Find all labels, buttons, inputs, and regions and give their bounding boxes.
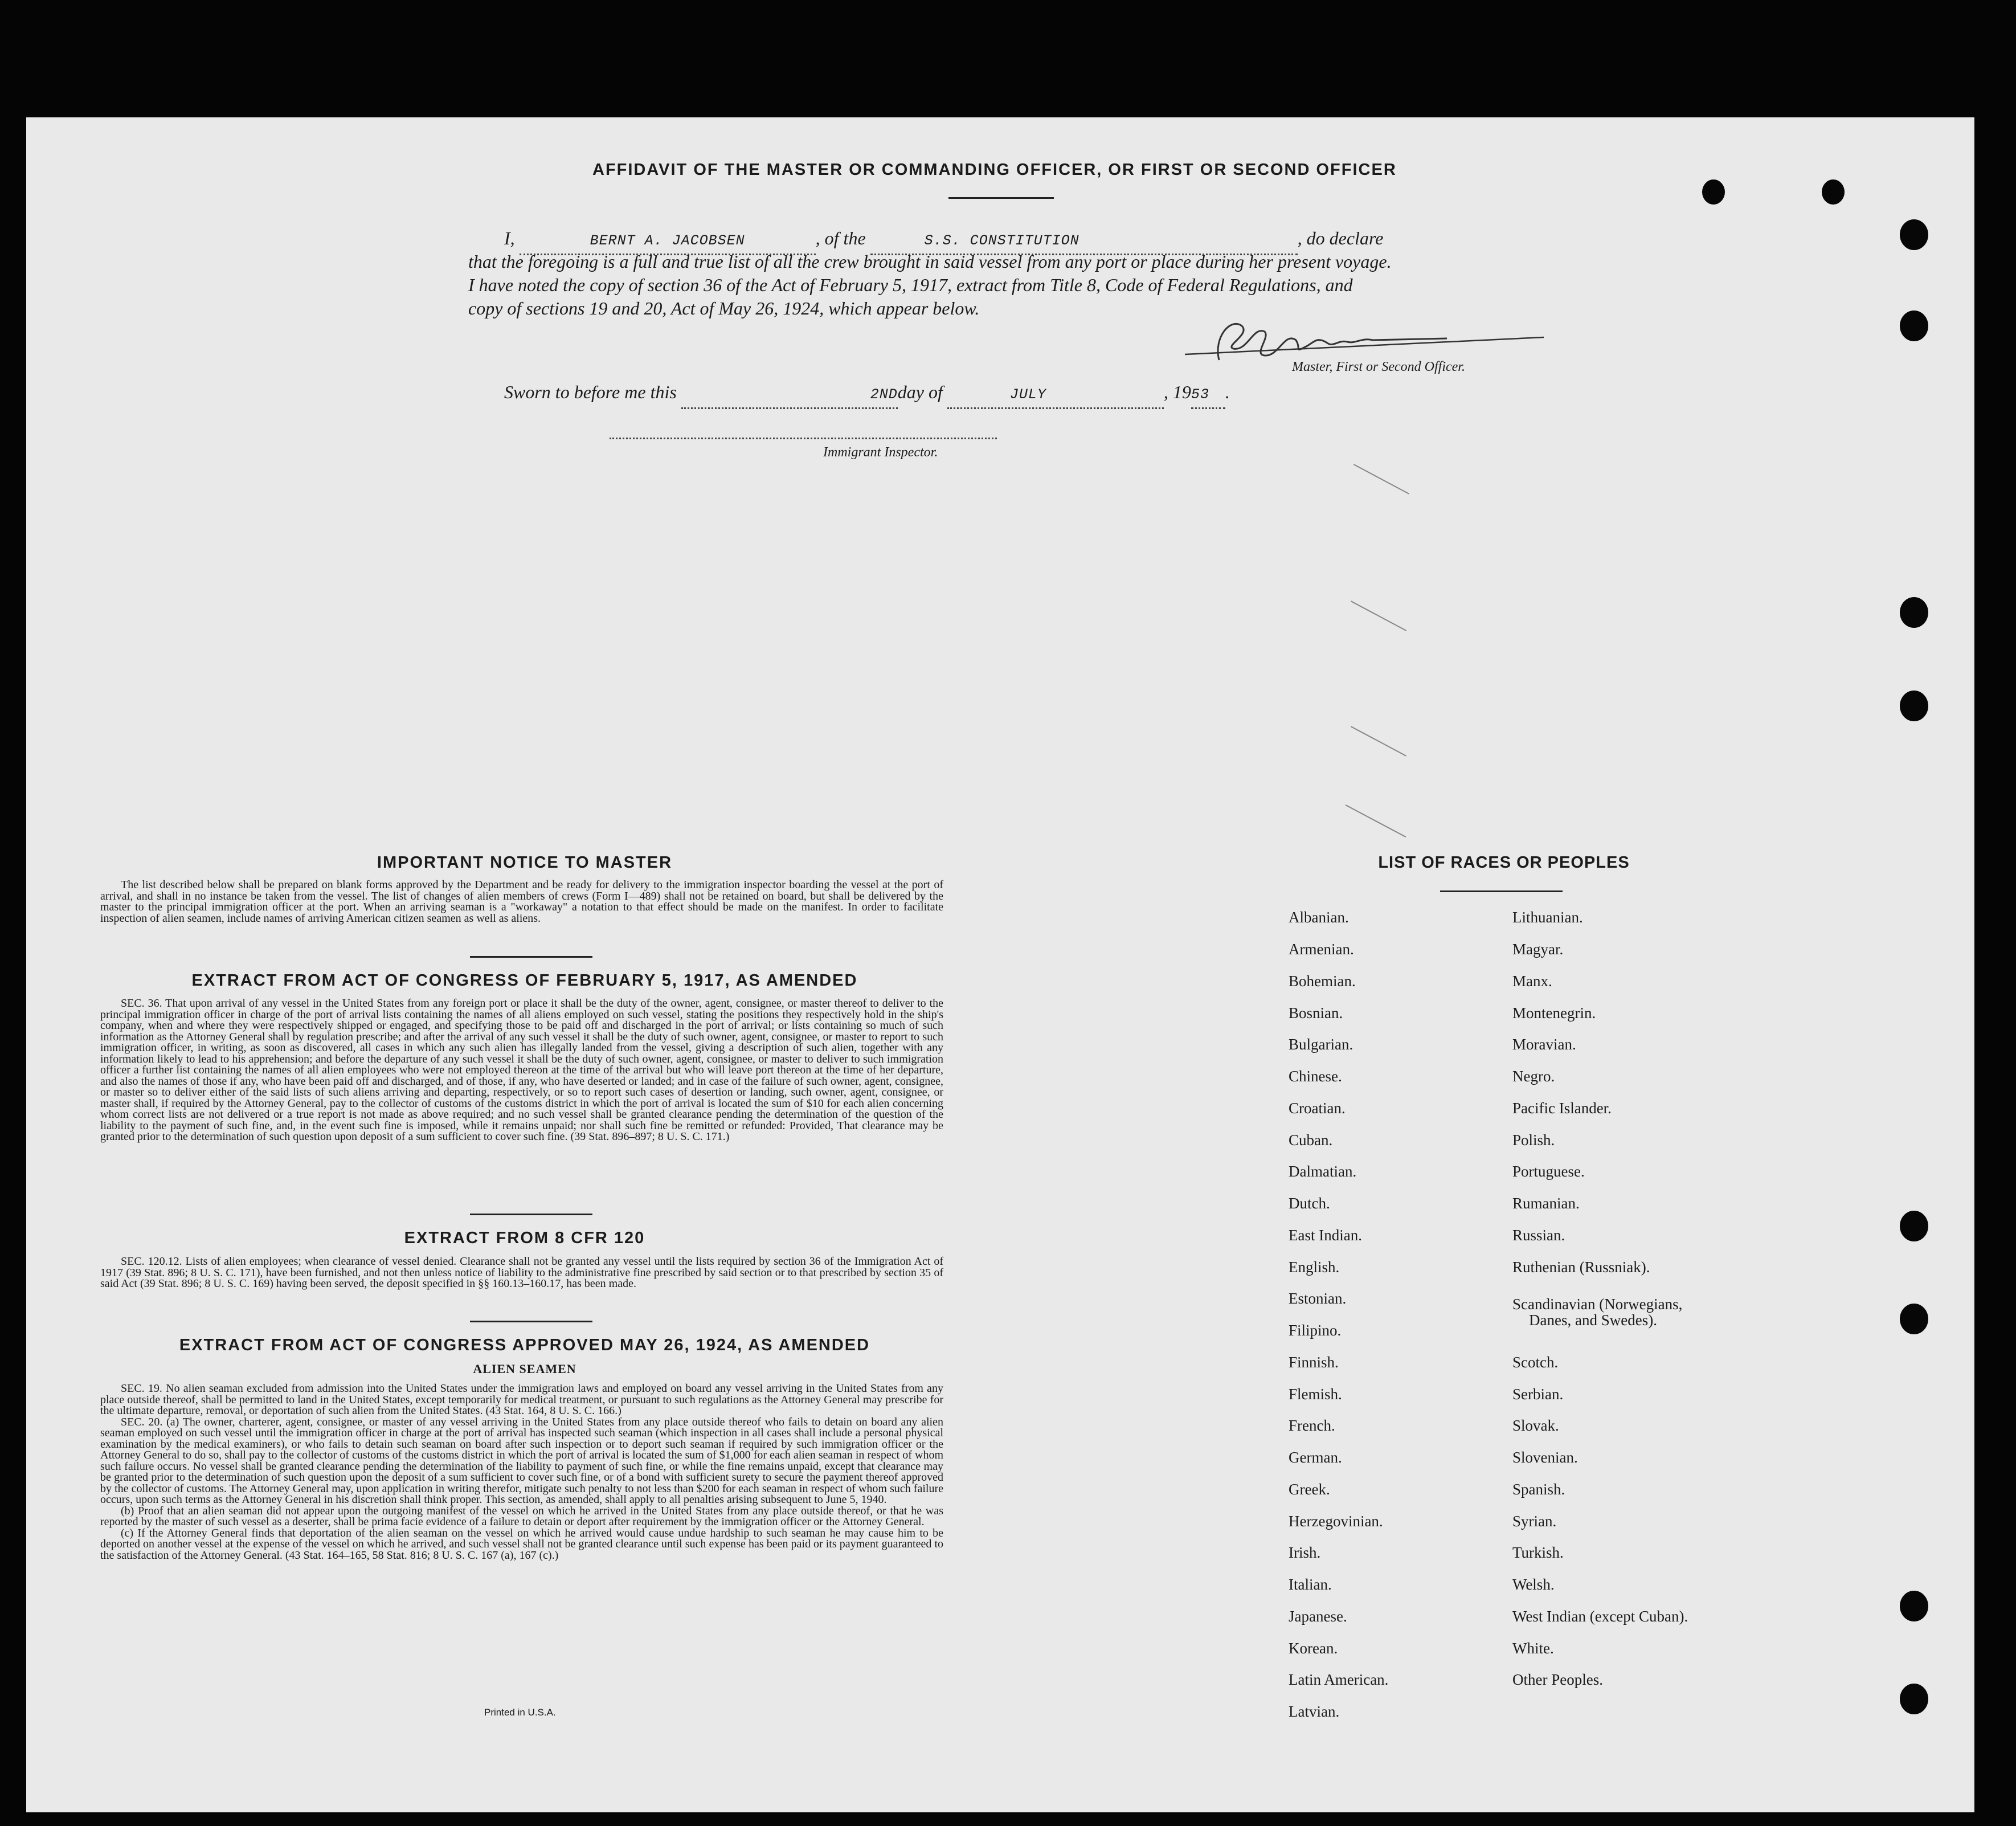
punch-hole <box>1900 1211 1928 1241</box>
title-underline <box>948 197 1054 199</box>
race-item: Syrian. <box>1512 1513 1557 1530</box>
notice-paragraph: The list described below shall be prepared on blank forms approved by the Department and be ready for delivery to the immigration inspector boarding the vessel at the port of arrival, and shall in no instance be taken from the vessel. The list of changes of alien members of crews (Form I—489) shall not be retained on board, but shall be delivered by the master to the principal immigration officer at the port. When an arriving seaman is a "workaway" a notation to that effect should be made on the manifest. In order to facilitate inspection of alien seamen, include names of arriving American citizen seamen as well as aliens. <box>100 879 943 925</box>
race-item: Spanish. <box>1512 1481 1565 1498</box>
extract-1917-text <box>100 998 943 1143</box>
punch-hole <box>1900 691 1928 721</box>
race-item: Polish. <box>1512 1131 1555 1149</box>
race-item: Magyar. <box>1512 941 1564 958</box>
section-20b-paragraph: (b) Proof that an alien seaman did not appear upon the outgoing manifest of the vessel on which he arrived in the United States from any place outside thereof, or that he was reported by the master of such vessel as a deserter, shall be prima facie evidence of a failure to detain or deport after requirement by the immigration officer or the Attorney General. <box>100 1504 943 1528</box>
race-item: White. <box>1512 1640 1554 1657</box>
affidavit-do-declare: , do declare <box>1297 228 1384 248</box>
sworn-month-field <box>947 379 1164 409</box>
punch-hole <box>1900 1304 1928 1334</box>
race-item: Finnish. <box>1289 1354 1339 1371</box>
section-120-paragraph: SEC. 120.12. Lists of alien employees; when clearance of vessel denied. Clearance shall not be granted any vessel until the lists required by section 36 of the Immigration Act of 1917 (39 Stat. 896; 8 U. S. C. 171), have been furnished, and not then unless notice of liability to the administrative fine prescribed by said section or to that prescribed by section 35 of said Act (39 Stat. 896; 8 U. S. C. 169) having been served, the deposit specified in §§ 160.13–160.17, has been made. <box>100 1255 943 1290</box>
section-19-paragraph: SEC. 19. No alien seaman excluded from admission into the United States under the immigration laws and employed on board any vessel arriving in the United States from any place outside thereof, shall be permitted to land in the United States, except temporarily for medical treatment, or pursuant to such regulations as the Attorney General may prescribe for the ultimate departure, removal, or deportation of such alien from the United States. (43 Stat. 164, 8 U. S. C. 166.) <box>100 1382 943 1417</box>
race-item: German. <box>1289 1449 1342 1466</box>
races-title-underline <box>1440 890 1563 892</box>
affidavit-title: AFFIDAVIT OF THE MASTER OR COMMANDING OFFICER, OR FIRST OR SECOND OFFICER <box>592 161 1397 179</box>
race-item: Latvian. <box>1289 1703 1340 1720</box>
affidavit-i: I, <box>504 228 515 248</box>
extract-1917-title: EXTRACT FROM ACT OF CONGRESS OF FEBRUARY 5, 1917, AS AMENDED <box>191 971 858 990</box>
race-item: Albanian. <box>1289 909 1349 926</box>
race-item: Moravian. <box>1512 1036 1576 1053</box>
race-item: Pacific Islander. <box>1512 1100 1612 1117</box>
race-item: Bulgarian. <box>1289 1036 1353 1053</box>
race-item: East Indian. <box>1289 1227 1362 1244</box>
race-item: Japanese. <box>1289 1608 1347 1625</box>
punch-hole <box>1822 179 1845 205</box>
race-item: French. <box>1289 1417 1335 1434</box>
race-item: Turkish. <box>1512 1544 1564 1561</box>
section-20a-paragraph: SEC. 20. (a) The owner, charterer, agent, consignee, or master of any vessel arriving in the United States from any place outside thereof who fails to detain on board any alien seaman employed on such vessel until the immigration officer in charge at the port of arrival has inspected such seaman (which inspection in all cases shall include a personal physical examination by the medical examiners), or who fails to detain such seaman on board after such inspection or to deport such seaman if required by such immigration officer or the Attorney General to do so, shall pay to the collector of customs of the customs district in which the port of arrival is located the sum of $1,000 for each alien seaman in respect of whom such failure occurs. No vessel shall be granted clearance pending the determination of the liability to payment of such fine, or while the fine remains unpaid, except that clearance may be granted prior to the determination of such question upon the deposit of a sum sufficient to cover such fine, or of a bond with sufficient surety to secure the payment thereof approved by the collector of customs. The Attorney General may, upon application in writing therefor, mitigate such penalty to not less than $200 for each seaman in respect of whom such failure occurs, upon such terms as the Attorney General in his discretion shall think proper. This section, as amended, shall apply to all penalties arising subsequent to June 5, 1940. <box>100 1415 943 1506</box>
race-item: Ruthenian (Russniak). <box>1512 1259 1650 1276</box>
punch-hole <box>1900 1591 1928 1621</box>
extract-cfr-title: EXTRACT FROM 8 CFR 120 <box>404 1229 645 1247</box>
punch-hole <box>1900 311 1928 341</box>
extract-1924-text <box>100 1383 943 1561</box>
sworn-year: 53 <box>1191 386 1209 403</box>
printed-in-usa: Printed in U.S.A. <box>484 1707 556 1718</box>
race-item: Flemish. <box>1289 1386 1342 1403</box>
race-item: English. <box>1289 1259 1340 1276</box>
race-item: Montenegrin. <box>1512 1004 1596 1022</box>
race-item: Armenian. <box>1289 941 1354 958</box>
notice-title: IMPORTANT NOTICE TO MASTER <box>377 853 673 872</box>
divider <box>470 956 592 958</box>
race-item: Latin American. <box>1289 1671 1389 1688</box>
sworn-text: Sworn to before me this <box>504 382 677 402</box>
affidavit-line3: I have noted the copy of section 36 of the Act of February 5, 1917, extract from Title 8, Code of Federal Regulations, and <box>468 275 1353 295</box>
declarant-name: BERNT A. JACOBSEN <box>590 232 745 249</box>
race-item: Irish. <box>1289 1544 1321 1561</box>
race-item: Slovak. <box>1512 1417 1559 1434</box>
race-item: Filipino. <box>1289 1322 1342 1339</box>
inspector-signature-line <box>610 436 997 439</box>
race-item: Chinese. <box>1289 1068 1342 1085</box>
punch-hole <box>1900 219 1928 250</box>
affidavit-of-the: , of the <box>815 228 866 248</box>
race-item: Bosnian. <box>1289 1004 1343 1022</box>
sworn-day: 2ND <box>870 386 898 403</box>
race-item: Russian. <box>1512 1227 1565 1244</box>
race-item: Bohemian. <box>1289 973 1356 990</box>
race-item: Dutch. <box>1289 1195 1330 1212</box>
race-item: Manx. <box>1512 973 1552 990</box>
race-item: Dalmatian. <box>1289 1163 1357 1180</box>
sworn-year-field <box>1191 379 1225 409</box>
races-title: LIST OF RACES OR PEOPLES <box>1378 853 1630 872</box>
punch-hole <box>1900 597 1928 628</box>
extract-1924-title: EXTRACT FROM ACT OF CONGRESS APPROVED MAY 26, 1924, AS AMENDED <box>179 1336 870 1354</box>
race-item: Korean. <box>1289 1640 1338 1657</box>
master-title-label: Master, First or Second Officer. <box>1292 360 1465 374</box>
sworn-line: Sworn to before me this 2NDday of JULY , 1953 . <box>504 379 1302 409</box>
race-item: West Indian (except Cuban). <box>1512 1608 1688 1625</box>
divider <box>470 1214 592 1215</box>
section-36-paragraph: SEC. 36. That upon arrival of any vessel in the United States from any foreign port or place it shall be the duty of the owner, agent, consignee, or master thereof to deliver to the principal immigration officer in charge of the port of arrival lists containing the names of all aliens employed on such vessel, stating the positions they respectively hold in the ship's company, when and where they were respectively shipped or engaged, and specifying those to be paid off and discharged in the port of arrival; or lists containing so much of such information as the Attorney General shall by regulation prescribe; and after the arrival of any such vessel it shall be the duty of such owner, agent, consignee, or master to report to such immigration officer, in writing, as soon as discovered, all cases in which any such alien has illegally landed from the vessel, giving a description of such alien, together with any information likely to lead to his apprehension; and before the departure of any such vessel it shall be the duty of such owner, agent, consignee, or master to deliver to such immigration officer a further list containing the names of all alien employees who were not employed thereon at the time of the arrival but who will leave port thereon at the time of her departure, and also the names of those if any, who have been paid off and discharged, and of those, if any, who have deserted or landed; and in case of the failure of such owner, agent, consignee, or master so to deliver either of the said lists of such aliens arriving and departing, respectively, or so to report such cases of desertion or landing, such owner, agent, consignee, or master shall, if required by the Attorney General, pay to the collector of customs of the customs district in which the port of arrival is located the sum of $10 for each alien concerning whom correct lists are not delivered or a true report is not made as above required; and no such vessel shall be granted clearance pending the determination of the question of the liability to the payment of such fine, and, in the event such fine is imposed, while it remains unpaid; nor shall such fine be remitted or refunded: Provided, That clearance may be granted prior to the determination of such question upon deposit of a sum sufficient to cover such fine. (39 Stat. 896–897; 8 U. S. C. 171.) <box>100 997 943 1143</box>
race-item: Other Peoples. <box>1512 1671 1603 1688</box>
race-item: Scotch. <box>1512 1354 1559 1371</box>
race-item: Welsh. <box>1512 1576 1555 1593</box>
divider <box>470 1321 592 1322</box>
extract-cfr-text <box>100 1256 943 1290</box>
race-item: Rumanian. <box>1512 1195 1580 1212</box>
notice-text <box>100 880 943 924</box>
race-item: Serbian. <box>1512 1386 1564 1403</box>
affidavit-line2: that the foregoing is a full and true list of all the crew brought in said vessel from any port or place during her present voyage. <box>468 251 1392 272</box>
vessel-name: S.S. CONSTITUTION <box>924 232 1079 249</box>
sworn-day-field <box>681 379 898 409</box>
punch-hole <box>1900 1684 1928 1714</box>
race-item: Portuguese. <box>1512 1163 1585 1180</box>
race-item: Negro. <box>1512 1068 1555 1085</box>
year-prefix: 19 <box>1172 382 1191 402</box>
race-item: Croatian. <box>1289 1100 1346 1117</box>
affidavit-line4: copy of sections 19 and 20, Act of May 26, 1924, which appear below. <box>468 298 980 318</box>
race-item: Cuban. <box>1289 1131 1333 1149</box>
race-item: Slovenian. <box>1512 1449 1578 1466</box>
race-item: Danes, and Swedes). <box>1529 1312 1657 1329</box>
alien-seamen-subtitle: ALIEN SEAMEN <box>473 1362 576 1376</box>
race-item: Estonian. <box>1289 1290 1347 1307</box>
race-item: Italian. <box>1289 1576 1332 1593</box>
sworn-month: JULY <box>1009 386 1046 403</box>
section-20c-paragraph: (c) If the Attorney General finds that deportation of the alien seaman on the vessel on which he arrived would cause undue hardship to such seaman he may cause him to be deported on another vessel at the expense of the vessel on which he arrived, and such vessel shall not be granted clearance until such expense has been paid or its payment guaranteed to the satisfaction of the Attorney General. (43 Stat. 164–165, 58 Stat. 816; 8 U. S. C. 167 (a), 167 (c).) <box>100 1526 943 1562</box>
punch-hole <box>1702 179 1725 205</box>
race-item: Herzegovinian. <box>1289 1513 1383 1530</box>
race-item: Scandinavian (Norwegians, <box>1512 1296 1683 1313</box>
day-of-text: day of <box>897 382 943 402</box>
race-item: Greek. <box>1289 1481 1330 1498</box>
race-item: Lithuanian. <box>1512 909 1583 926</box>
inspector-label: Immigrant Inspector. <box>823 445 938 460</box>
